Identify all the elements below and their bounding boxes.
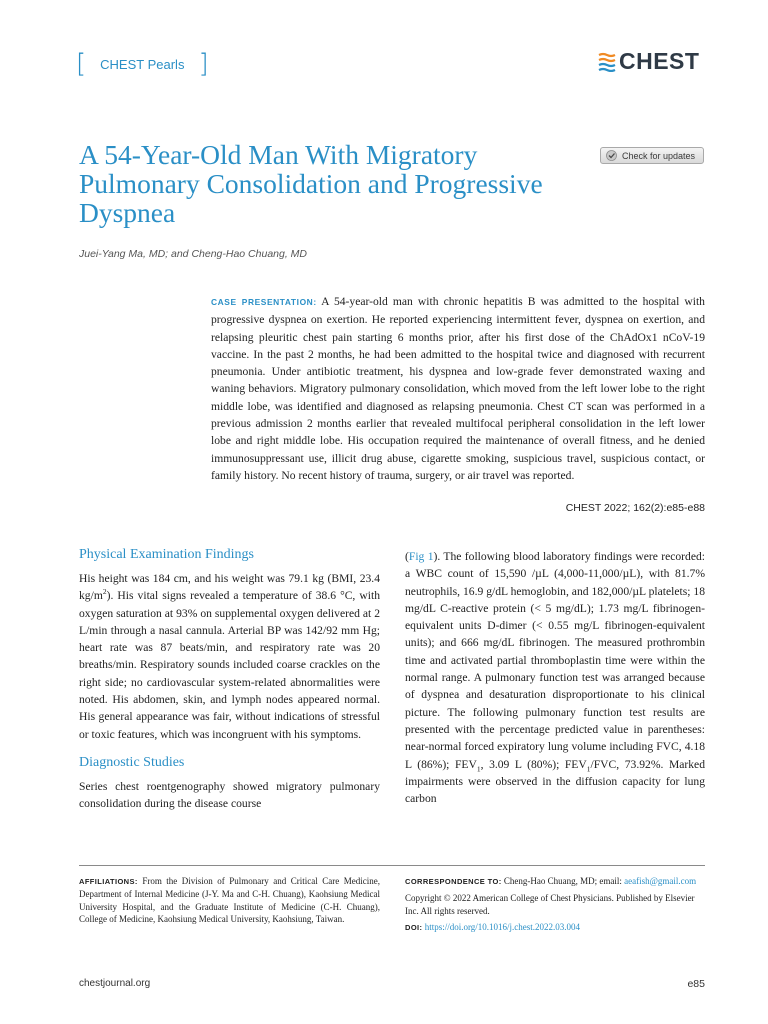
chest-logo-icon bbox=[597, 52, 616, 72]
check-for-updates-button[interactable] bbox=[600, 147, 704, 164]
correspondence-text: Cheng-Hao Chuang, MD; email: bbox=[503, 876, 622, 886]
lab-findings-text bbox=[405, 548, 705, 807]
article-title bbox=[79, 140, 589, 227]
diagnostic-studies-heading: Diagnostic Studies bbox=[79, 754, 185, 770]
figure-1-link[interactable]: Fig 1 bbox=[408, 550, 434, 563]
case-presentation-text: A 54-year-old man with chronic hepatitis B was admitted to the hospital with progressive dyspnea on exertion. He reported experiencing intermittent fever, dyspnea on exertion, and relapsing pleuritic chest pain starting 6 months prior, after his first dose of the ChAdOx1 nCoV-19 vaccine. In the past 2 months, he had been admitted to the hospital twice and diagnosed with recurrent pneumonia. Under antibiotic treatment, his dyspnea and low-grade fever demonstrated waxing and waning behaviors. Migratory pulmonary consolidation, which moved from the left lower lobe to the right middle lobe, was identified and diagnosed as relapsing pneumonia. Chest CT scan was performed in a previous admission 2 months earlier that revealed multifocal peripheral consolidation in the left lower lobe and right middle lobe. His occupation required the maintenance of overall fitness, and he denied immunosuppressant use, illicit drug abuse, cigarette smoking, suspicious travel, suspicious contact, or family history. No recent history of trauma, surgery, or air travel was reported. bbox=[211, 295, 705, 482]
title-line: Dyspnea bbox=[79, 197, 176, 228]
title-line: A 54-Year-Old Man With Migratory bbox=[79, 139, 478, 170]
correspondence bbox=[405, 875, 705, 888]
page-number: e85 bbox=[687, 978, 705, 990]
subscript: 1 bbox=[476, 763, 481, 773]
physical-exam-text-part: His height was 184 cm, and his weight was 79.1 kg (BMI, 23.4 kg/m bbox=[79, 572, 380, 603]
check-for-updates-label: Check for updates bbox=[622, 150, 696, 161]
doi bbox=[405, 921, 705, 934]
doi-link[interactable]: https://doi.org/10.1016/j.chest.2022.03.004 bbox=[424, 922, 581, 933]
left-bracket-icon: [ bbox=[76, 49, 87, 79]
copyright: Copyright © 2022 American College of Chest Physicians. Published by Elsevier Inc. All rights reserved. bbox=[405, 893, 695, 916]
section-label: CHEST Pearls bbox=[100, 56, 185, 72]
title-line: Pulmonary Consolidation and Progressive bbox=[79, 168, 543, 199]
physical-exam-text bbox=[79, 570, 380, 743]
journal-site[interactable]: chestjournal.org bbox=[79, 978, 151, 989]
case-presentation-label: CASE PRESENTATION: bbox=[211, 297, 317, 307]
author-list: Juei-Yang Ma, MD; and Cheng-Hao Chuang, MD bbox=[79, 248, 308, 260]
affiliations-label: AFFILIATIONS: bbox=[79, 877, 138, 886]
affiliations bbox=[79, 875, 380, 926]
correspondence-block bbox=[405, 875, 705, 939]
doi-label: DOI: bbox=[405, 923, 423, 933]
subscript: 1 bbox=[586, 763, 591, 773]
right-bracket-icon: ] bbox=[198, 49, 209, 79]
text-part: , 3.09 L (80%); FEV bbox=[480, 757, 587, 771]
chest-logo[interactable] bbox=[597, 50, 699, 73]
journal-citation: CHEST 2022; 162(2):e85-e88 bbox=[565, 502, 705, 514]
physical-exam-heading: Physical Examination Findings bbox=[79, 547, 254, 562]
diagnostic-studies-text: Series chest roentgenography showed migratory pulmonary consolidation during the disease course bbox=[79, 779, 380, 811]
correspondence-label: CORRESPONDENCE TO: bbox=[405, 877, 502, 886]
logo-wordmark: CHEST bbox=[619, 48, 700, 74]
text-part: /FVC, 73.92%. Marked impairments were observed in the diffusion capacity for lung carbon bbox=[405, 757, 705, 806]
update-badge-icon bbox=[606, 150, 617, 161]
text-part: ). The following blood laboratory findings were recorded: a WBC count of 15,590 /µL (4,000-11,000/µL), with 81.7% neutrophils, 16.9 g/dL hemoglobin, and 182,000/µL platelets; 18 mg/dL C-reactive protein (< 5 mg/dL); 1.73 mg/L fibrinogen-equivalent units D-dimer (< 0.55 mg/L fibrinogen-equivalent units); and 666 mg/dL fibrinogen. The measured prothrombin time and activated partial thromboplastin time were within the normal range. A pulmonary function test was arranged because of dyspnea and desaturation disproportionate to his clinical picture. The following pulmonary function test results are presented with the percentage predicted value in parentheses: near-normal forced expiratory lung volume including FVC, 4.18 L (86%); FEV bbox=[405, 550, 705, 771]
section-tag bbox=[76, 50, 209, 78]
superscript: 2 bbox=[102, 587, 107, 597]
right-column bbox=[405, 548, 705, 807]
case-presentation bbox=[211, 293, 705, 484]
text-part: ( bbox=[405, 550, 409, 563]
left-column bbox=[79, 546, 380, 813]
footer-divider bbox=[79, 865, 705, 866]
correspondence-email-link[interactable]: aeafish@gmail.com bbox=[624, 876, 697, 886]
affiliations-text: From the Division of Pulmonary and Critical Care Medicine, Department of Internal Medicine (J-Y. Ma and C-H. Chuang), Kaohsiung Medical University Hospital, and the Graduate Institute of Medicine (C-H. Chuang), College of Medicine, Kaohsiung Medical University, Kaohsiung, Taiwan. bbox=[79, 876, 380, 925]
physical-exam-text-part: ). His vital signs revealed a temperature of 38.6 °C, with oxygen saturation at 93% on supplemental oxygen delivered at 2 L/min through a nasal cannula. Arterial BP was 142/92 mm Hg; heart rate was 87 beats/min, and respiratory rate was 20 breaths/min. Respiratory sounds included coarse crackles on the right side; no cardiovascular system-related abnormalities were noted. His abdomen, skin, and lymph nodes appeared normal. His general appearance was fair, without indications of stressful or toxic features, which was incongruent with his symptoms. bbox=[79, 589, 380, 741]
